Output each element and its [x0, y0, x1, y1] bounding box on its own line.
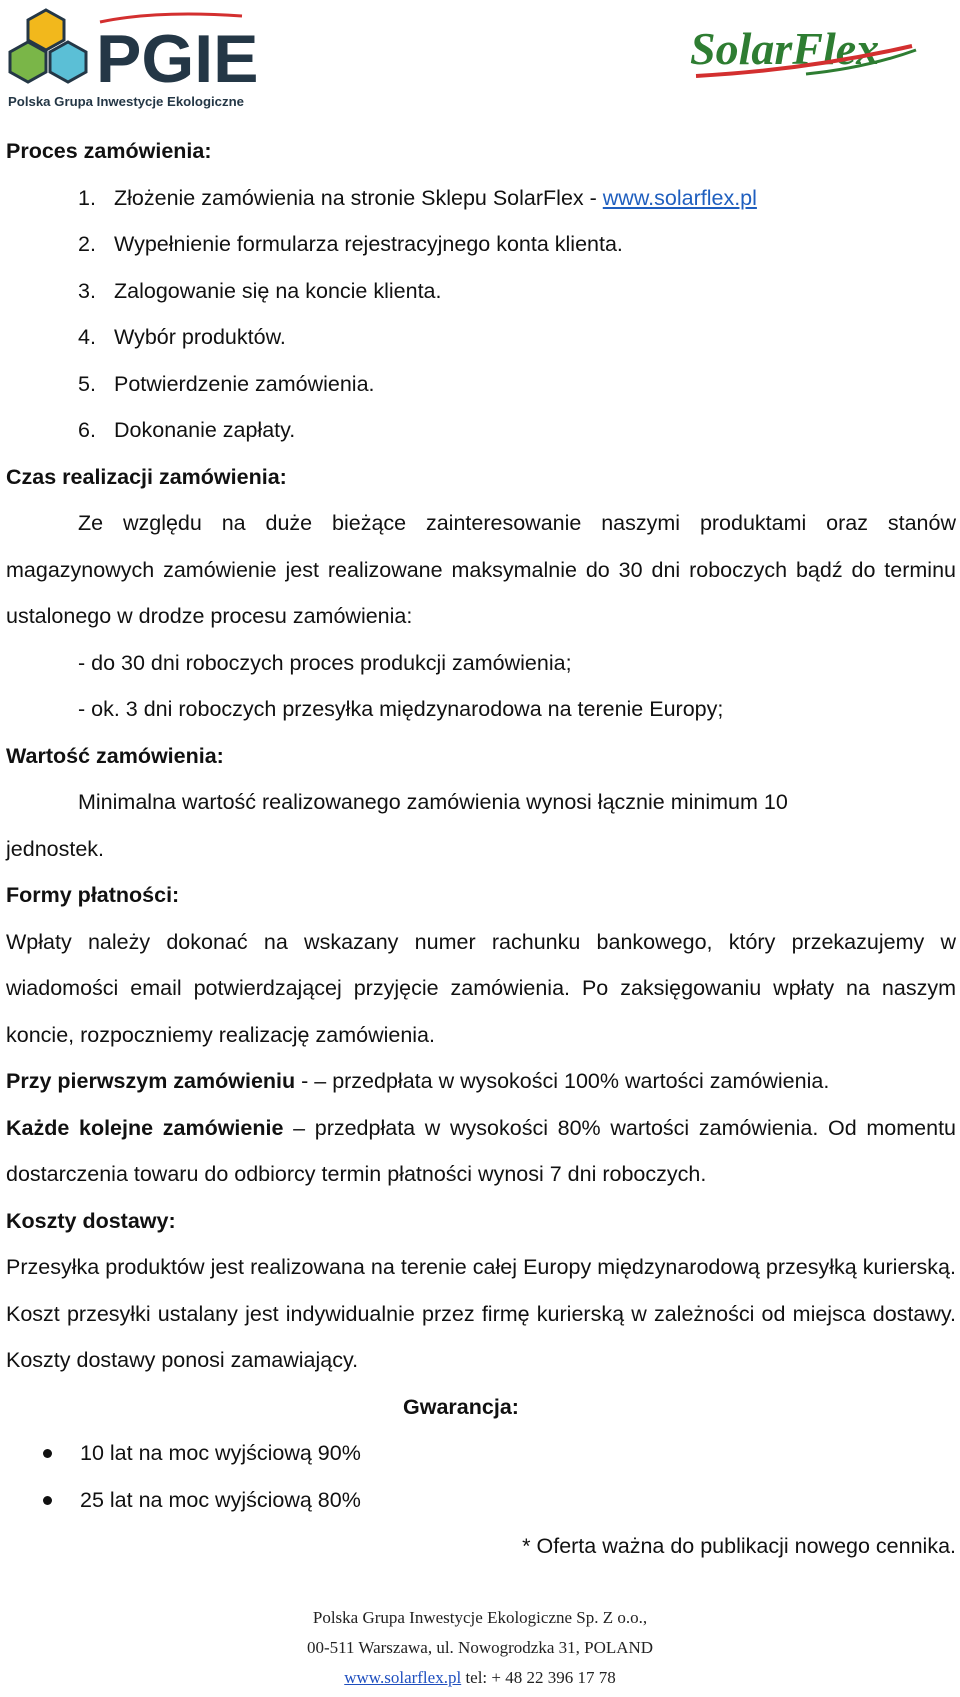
- section-heading-warranty: Gwarancja:: [403, 1394, 519, 1419]
- solarflex-logo-text: SolarFlex: [690, 23, 880, 74]
- pgie-logo: [6, 6, 256, 114]
- list-item: [6, 175, 956, 222]
- document-header: [0, 0, 960, 120]
- list-item: [6, 314, 956, 361]
- step-number: 3.: [78, 278, 96, 303]
- footer-company: Polska Grupa Inwestycje Ekologiczne Sp. Z o.o.,: [312, 1608, 648, 1627]
- solarflex-website-link[interactable]: www.solarflex.pl: [602, 185, 757, 210]
- step-text: Potwierdzenie zamówienia.: [114, 371, 375, 396]
- footer-address: 00-511 Warszawa, ul. Nowogrodzka 31, POLAND: [306, 1638, 654, 1657]
- solarflex-logo: [686, 18, 926, 88]
- step-text: Zalogowanie się na koncie klienta.: [114, 278, 442, 303]
- order-steps-list: [6, 175, 956, 454]
- payment-paragraph: Wpłaty należy dokonać na wskazany numer rachunku bankowego, który przekazujemy w wiadomości email potwierdzającej przyjęcie zamówienia. Po zaksięgowaniu wpłaty na naszym koncie, rozpoczniemy realizację zamówienia.: [6, 929, 956, 1047]
- section-heading-payment: Formy płatności:: [6, 883, 180, 907]
- first-order-label: Przy pierwszym zamówieniu: [6, 1069, 296, 1093]
- first-order-payment: [6, 1058, 956, 1105]
- step-number: 1.: [78, 185, 96, 210]
- warranty-item-text: 25 lat na moc wyjściową 80%: [80, 1487, 361, 1512]
- warranty-list: [6, 1430, 956, 1523]
- next-order-payment: [6, 1105, 956, 1198]
- warranty-item-text: 10 lat na moc wyjściową 90%: [80, 1441, 361, 1465]
- footer-website-link[interactable]: www.solarflex.pl: [344, 1668, 462, 1687]
- list-item: [6, 1430, 956, 1477]
- step-number: 5.: [78, 371, 96, 396]
- section-heading-delivery: Koszty dostawy:: [6, 1208, 176, 1233]
- order-value-paragraph: Minimalna wartość realizowanego zamówienia wynosi łącznie minimum 10 jednostek.: [6, 790, 788, 861]
- lead-time-paragraph: Ze względu na duże bieżące zainteresowanie naszymi produktami oraz stanów magazynowych zamówienie jest realizowane maksymalnie do 30 dni roboczych bądź do terminu ustalonego w drodze procesu zamówienia:: [6, 511, 956, 628]
- pgie-logo-tagline: Polska Grupa Inwestycje Ekologiczne: [8, 94, 244, 109]
- section-heading-order-process: Proces zamówienia:: [6, 139, 212, 163]
- list-item: [6, 221, 956, 268]
- lead-time-item: - ok. 3 dni roboczych przesyłka międzynarodowa na terenie Europy;: [78, 697, 724, 721]
- step-number: 2.: [78, 232, 96, 256]
- list-item: [6, 407, 956, 454]
- footer-contact: [0, 1663, 960, 1693]
- step-text: Złożenie zamówienia na stronie Sklepu SolarFlex -: [114, 185, 603, 210]
- step-text: Dokonanie zapłaty.: [114, 418, 296, 442]
- list-item: [6, 361, 956, 408]
- offer-note: * Oferta ważna do publikacji nowego cennika.: [522, 1534, 956, 1558]
- delivery-paragraph: Przesyłka produktów jest realizowana na terenie całej Europy międzynarodową przesyłką kurierską. Koszt przesyłki ustalany jest indywidualnie przez firmę kurierską w zależności od miejsca dostawy. Koszty dostawy ponosi zamawiający.: [6, 1255, 956, 1372]
- list-item: [6, 1477, 956, 1524]
- next-order-text: – przedpłata w wysokości 80% wartości zamówienia. Od momentu dostarczenia towaru do odbiorcy termin płatności wynosi 7 dni roboczych.: [6, 1115, 957, 1186]
- pgie-logo-abbr: PGIE: [96, 21, 256, 97]
- step-number: 4.: [78, 325, 96, 349]
- footer-phone: tel: + 48 22 396 17 78: [461, 1668, 616, 1687]
- step-text: Wypełnienie formularza rejestracyjnego konta klienta.: [114, 232, 623, 256]
- section-heading-order-value: Wartość zamówienia:: [6, 743, 224, 768]
- bullet-icon: [43, 1496, 52, 1505]
- document-body: [6, 128, 956, 1570]
- bullet-icon: [43, 1449, 52, 1458]
- list-item: [6, 268, 956, 315]
- step-number: 6.: [78, 418, 96, 442]
- step-text: Wybór produktów.: [114, 325, 286, 349]
- first-order-text: - – przedpłata w wysokości 100% wartości zamówienia.: [295, 1069, 830, 1093]
- next-order-label: Każde kolejne zamówienie: [6, 1115, 284, 1140]
- section-heading-lead-time: Czas realizacji zamówienia:: [6, 464, 287, 489]
- document-footer: [0, 1603, 960, 1693]
- lead-time-item: - do 30 dni roboczych proces produkcji zamówienia;: [78, 650, 572, 675]
